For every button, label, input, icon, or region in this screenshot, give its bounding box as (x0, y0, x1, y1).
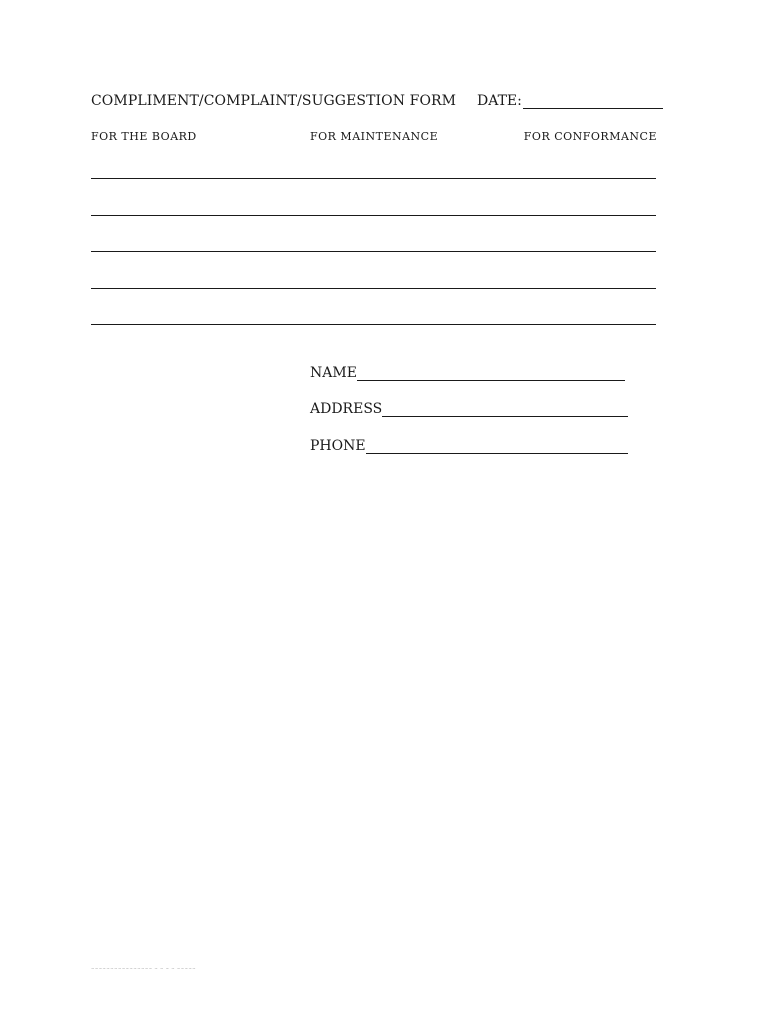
date-input-line[interactable] (523, 93, 663, 109)
category-board: FOR THE BOARD (91, 130, 197, 143)
comment-line[interactable] (91, 178, 656, 179)
category-maintenance: FOR MAINTENANCE (310, 130, 439, 143)
address-field (310, 401, 628, 417)
phone-input-line[interactable] (366, 439, 628, 454)
category-conformance: FOR CONFORMANCE (523, 130, 657, 143)
date-label: DATE: (477, 93, 522, 109)
footer-text: ~~~~~~~~~~~~~~~~ ~ ~ ~ ~ ~~~~~ (91, 966, 197, 971)
address-input-line[interactable] (382, 402, 628, 417)
name-field (310, 365, 625, 381)
date-field (477, 93, 663, 109)
name-input-line[interactable] (357, 366, 625, 381)
address-label: ADDRESS (310, 401, 383, 417)
comment-line[interactable] (91, 324, 656, 325)
phone-field (310, 438, 628, 454)
phone-label: PHONE (310, 438, 366, 454)
comment-line[interactable] (91, 251, 656, 252)
comment-line[interactable] (91, 215, 656, 216)
name-label: NAME (310, 365, 357, 381)
comment-line[interactable] (91, 288, 656, 289)
form-title: COMPLIMENT/COMPLAINT/SUGGESTION FORM (91, 93, 457, 109)
